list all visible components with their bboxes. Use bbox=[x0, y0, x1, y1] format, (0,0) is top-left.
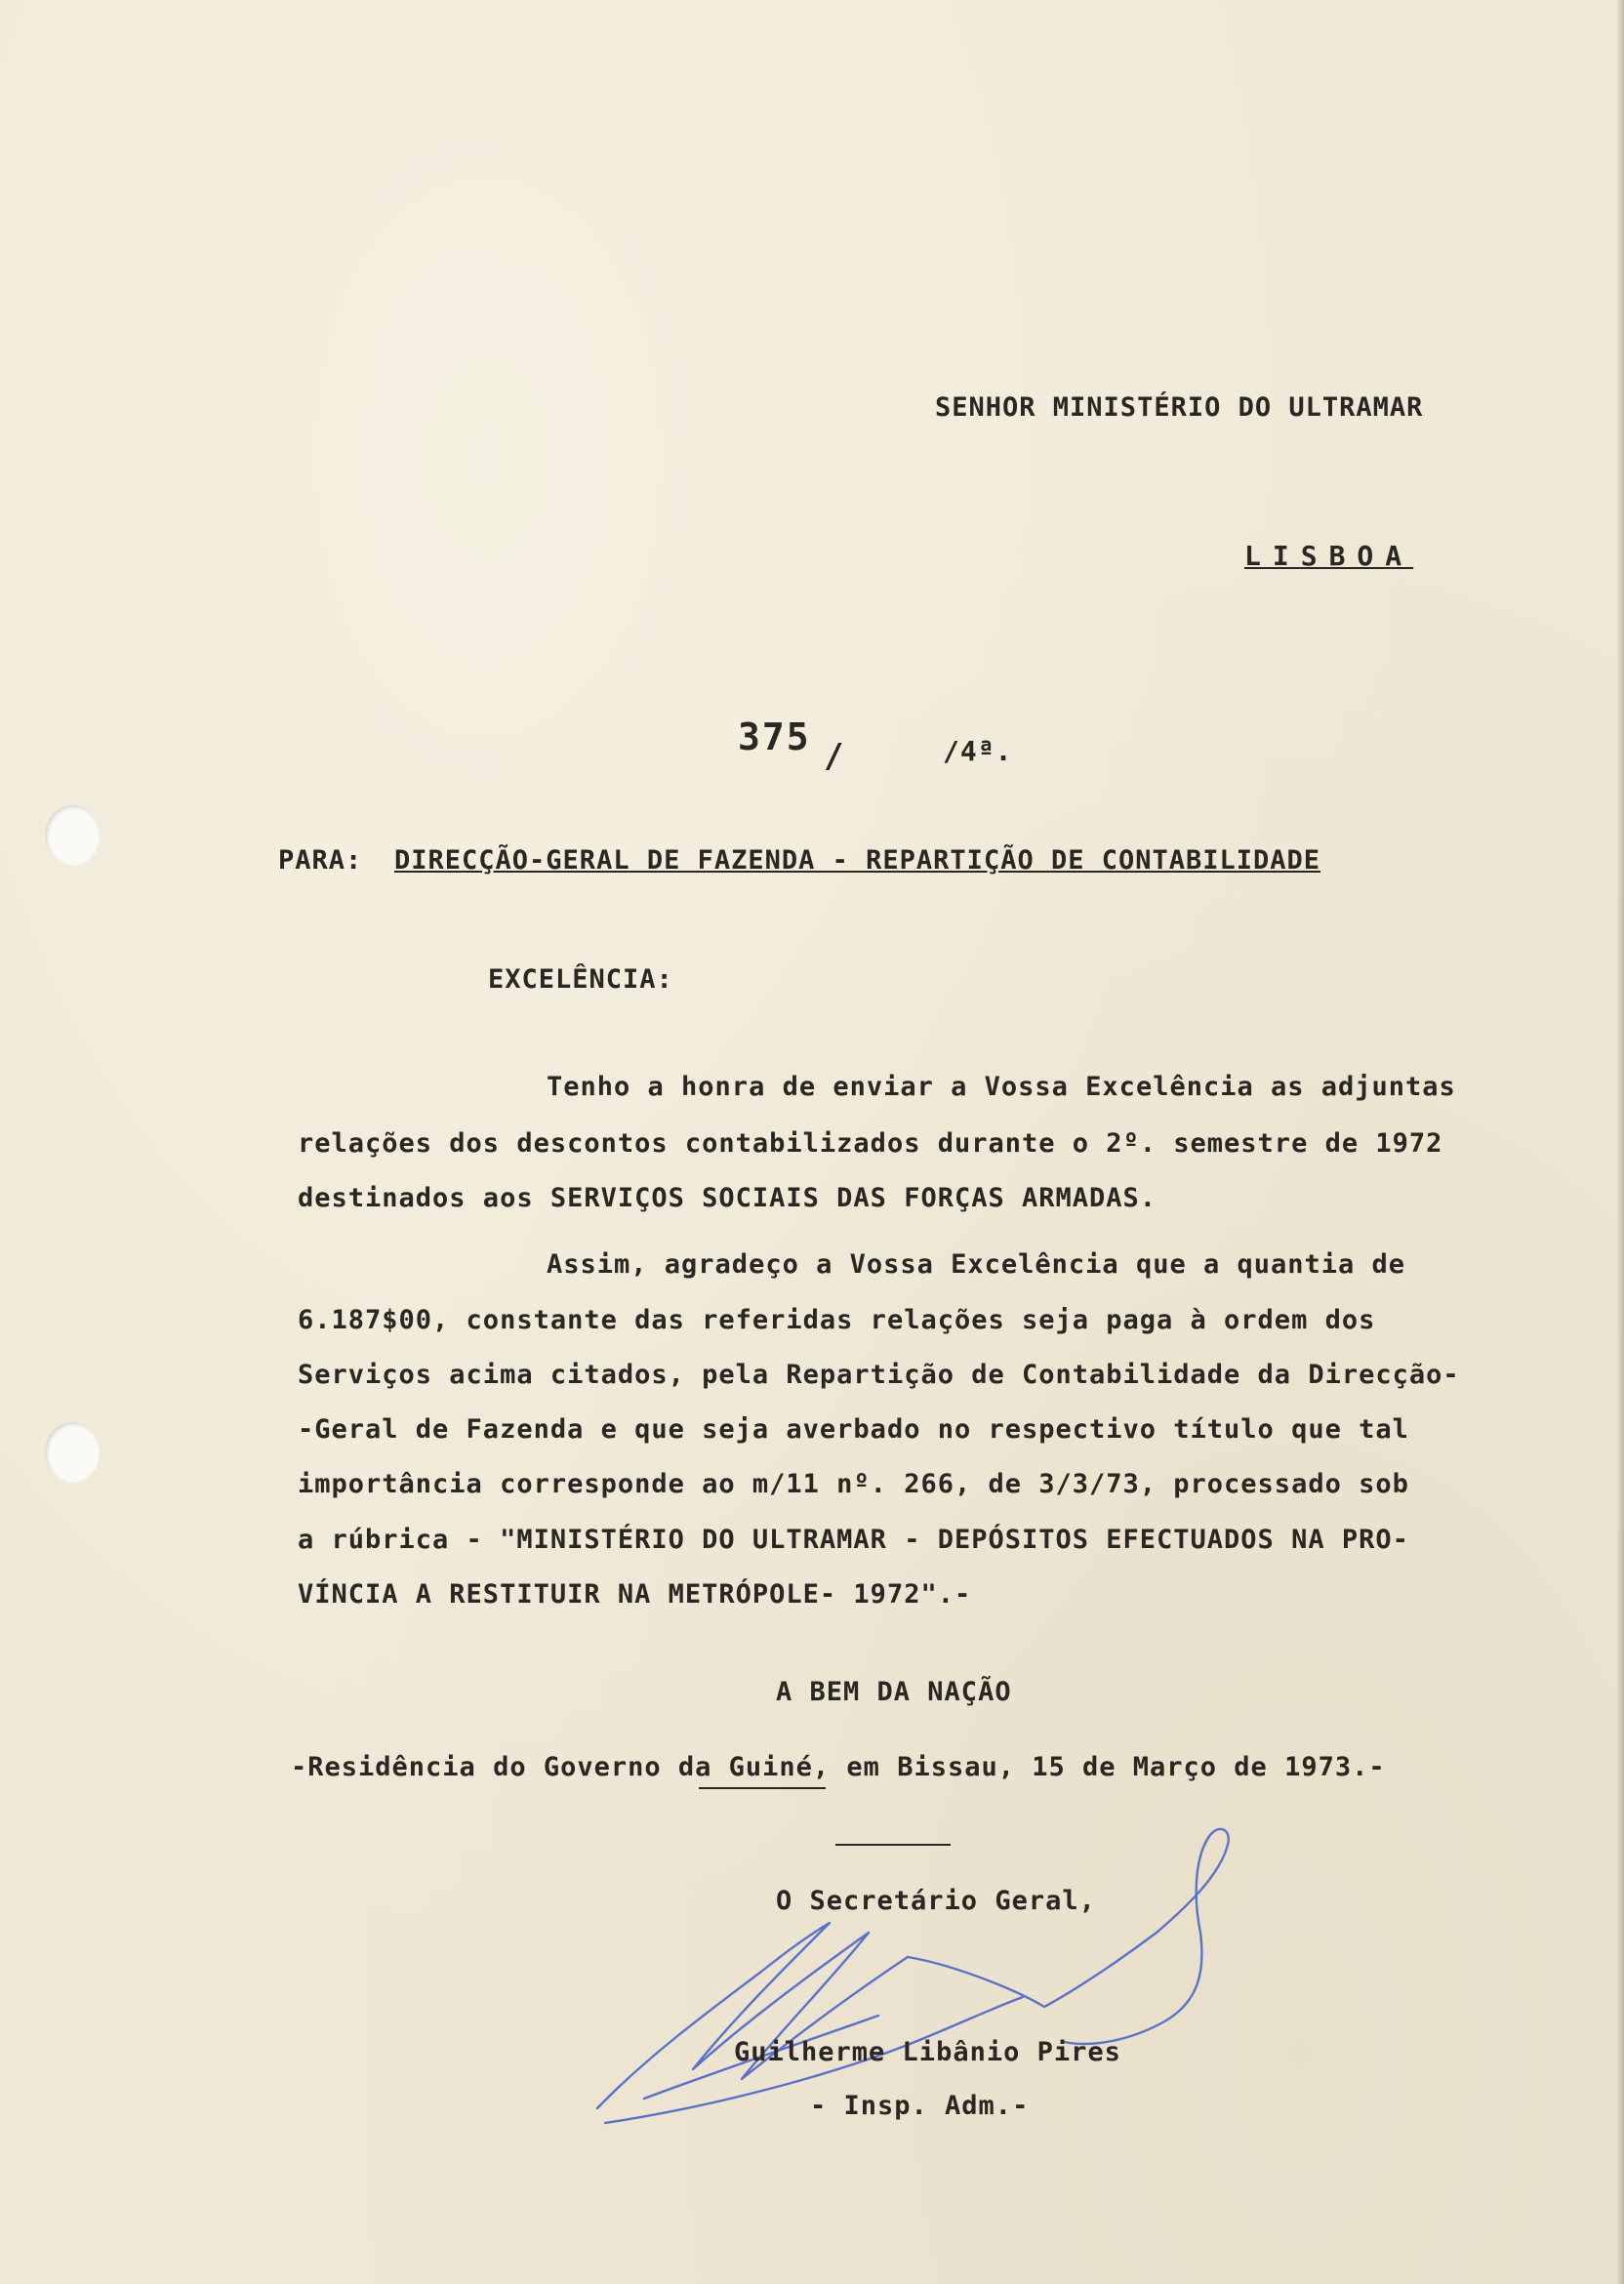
body-line: importância corresponde ao m/11 nº. 266, de 3/3/73, processado sob bbox=[298, 1469, 1409, 1499]
body-line: a rúbrica - "MINISTÉRIO DO ULTRAMAR - DEPÓSITOS EFECTUADOS NA PRO- bbox=[298, 1525, 1409, 1555]
body-line: Tenho a honra de enviar a Vossa Excelência as adjuntas bbox=[547, 1072, 1456, 1102]
destination-label: PARA: bbox=[278, 845, 363, 876]
reference-number-value: 375 bbox=[738, 715, 811, 758]
recipient-city: LISBOA bbox=[1244, 540, 1414, 572]
body-line: relações dos descontos contabilizados durante o 2º. semestre de 1972 bbox=[298, 1128, 1443, 1159]
signatory-role: O Secretário Geral, bbox=[776, 1886, 1096, 1916]
page-edge-shadow bbox=[1616, 0, 1624, 2284]
signatory-name: Guilherme Libânio Pires bbox=[734, 2037, 1121, 2067]
punch-hole bbox=[45, 1422, 100, 1483]
body-line: Serviços acima citados, pela Repartição de Contabilidade da Direcção- bbox=[298, 1360, 1460, 1390]
body-line: -Geral de Fazenda e que seja averbado no respectivo título que tal bbox=[298, 1414, 1409, 1445]
punch-hole bbox=[45, 805, 100, 866]
closing-formula: A BEM DA NAÇÃO bbox=[776, 1677, 1012, 1707]
signatory-title: - Insp. Adm.- bbox=[810, 2091, 1030, 2121]
destination-value: DIRECÇÃO-GERAL DE FAZENDA - REPARTIÇÃO DE CONTABILIDADE bbox=[394, 845, 1321, 876]
recipient-line: SENHOR MINISTÉRIO DO ULTRAMAR bbox=[935, 392, 1424, 423]
body-line: Assim, agradeço a Vossa Excelência que a quantia de bbox=[547, 1249, 1406, 1280]
reference-underline bbox=[699, 1787, 826, 1789]
body-line: 6.187$00, constante das referidas relações seja paga à ordem dos bbox=[298, 1305, 1376, 1335]
body-line: destinados aos SERVIÇOS SOCIAIS DAS FORÇAS ARMADAS. bbox=[298, 1183, 1157, 1213]
salutation: EXCELÊNCIA: bbox=[488, 964, 673, 995]
reference-slash: / bbox=[824, 737, 845, 776]
place-and-date: -Residência do Governo da Guiné, em Bissau, 15 de Março de 1973.- bbox=[291, 1752, 1386, 1782]
body-line: VÍNCIA A RESTITUIR NA METRÓPOLE- 1972".- bbox=[298, 1579, 972, 1610]
reference-suffix: /4ª. bbox=[943, 735, 1013, 767]
